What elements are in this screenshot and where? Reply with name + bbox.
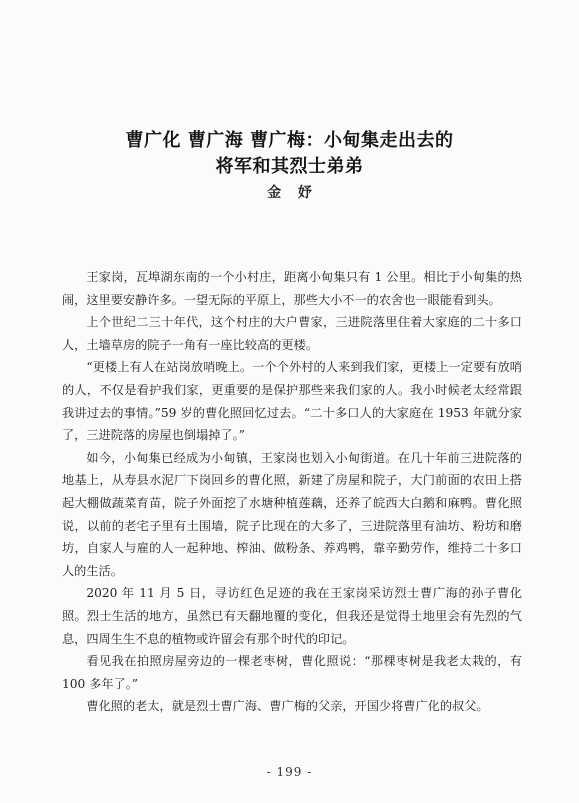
paragraph: “更楼上有人在站岗放哨晚上。一个个外村的人来到我们家，更楼上一定要有放哨的人，不仅是看护我们家，更重要的是保护那些来我们家的人。我小时候老太经常跟我讲过去的事情。”59 岁的曹化照回忆过去。“二十多口人的大家庭在 1953 年就分家了，三进院落的房屋也倒塌掉了。” xyxy=(62,360,522,443)
article-title-line-2: 将军和其烈士弟弟 xyxy=(215,156,364,177)
page-number: - 199 - xyxy=(266,765,313,779)
article-title-line-1: 曹广化 曹广海 曹广梅：小甸集走出去的 xyxy=(125,130,454,151)
paragraph: 如今，小甸集已经成为小甸镇，王家岗也划入小甸街道。在几十年前三进院落的地基上，从寿县水泥厂下岗回乡的曹化照，新建了房屋和院子，大门前面的农田上搭起大棚做蔬菜育苗，院子外面挖了水塘种植莲藕，还养了皖西大白鹅和麻鸭。曹化照说，以前的老宅子里有土围墙，院子比现在的大多了，三进院落里有油坊、粉坊和磨坊，自家人与雇的人一起种地、榨油、做粉条、养鸡鸭，靠辛勤劳作，维持二十多口人的生活。 xyxy=(62,450,522,578)
paragraph: 上个世纪二三十年代，这个村庄的大户曹家，三进院落里住着大家庭的二十多口人，土墙草房的院子一角有一座比较高的更楼。 xyxy=(62,315,522,352)
article-body xyxy=(62,266,522,718)
article-author: 金 妤 xyxy=(267,185,318,201)
paragraph: 看见我在拍照房屋旁边的一棵老枣树，曹化照说：“那棵枣树是我老太栽的，有 100 多年了。” xyxy=(62,654,522,691)
paragraph: 王家岗，瓦埠湖东南的一个小村庄，距离小甸集只有 1 公里。相比于小甸集的热闹，这里要安静许多。一望无际的平原上，那些大小不一的农舍也一眼能看到头。 xyxy=(62,270,522,307)
paragraph: 2020 年 11 月 5 日，寻访红色足迹的我在王家岗采访烈士曹广海的孙子曹化照。烈士生活的地方，虽然已有天翻地覆的变化，但我还是觉得土地里会有先烈的气息，四周生生不息的植物或许留会有那个时代的印记。 xyxy=(62,586,522,646)
paragraph: 曹化照的老太，就是烈士曹广海、曹广梅的父亲，开国少将曹广化的叔父。 xyxy=(86,699,489,714)
article-header xyxy=(0,128,579,204)
